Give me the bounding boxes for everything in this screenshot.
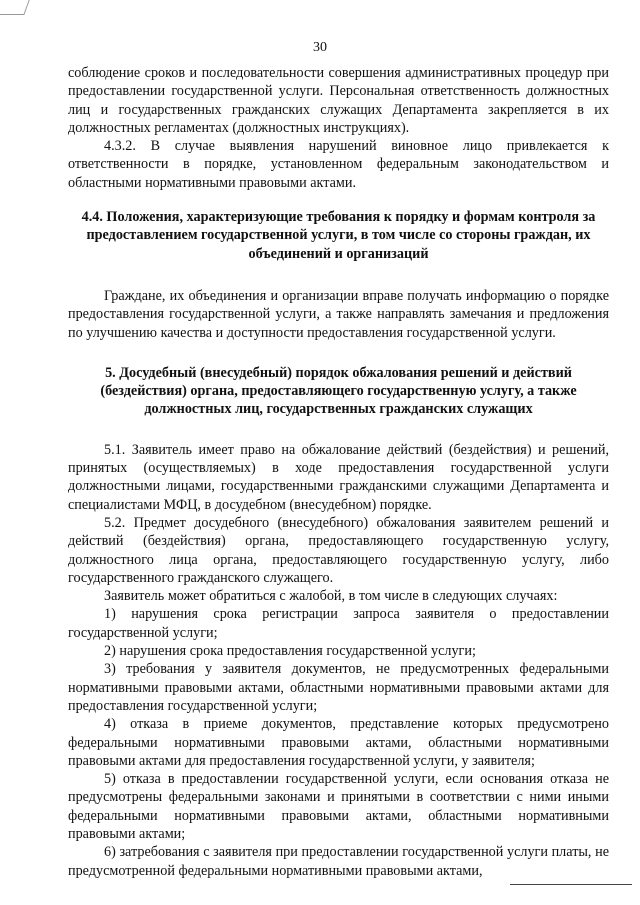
list-item: 6) затребования с заявителя при предоставлении государственной услуги платы, не предусмотренной федеральными нормативными правовыми актами, [68, 844, 609, 879]
paragraph-4-4-text: Граждане, их объединения и организации вправе получать информацию о порядке предоставления государственной услуги, а также направлять замечания и предложения по улучшению качества и доступности предоставления государственной услуги. [68, 287, 609, 341]
paragraph-complaint-intro: Заявитель может обратиться с жалобой, в том числе в следующих случаях: [104, 588, 558, 605]
list-item: 4) отказа в приеме документов, представление которых предусмотрено федеральными нормативными правовыми актами, областными нормативными правовыми актами для предоставления государственной услуги, у заявителя; [68, 716, 609, 769]
paragraph-4-3-2: 4.3.2. В случае выявления нарушений виновное лицо привлекается к ответственности в порядке, установленном федеральным законодательством и областными нормативными правовыми актами. [68, 138, 609, 191]
section-heading-4-4: 4.4. Положения, характеризующие требования к порядку и формам контроля за предоставлением государственной услуги, в том числе со стороны граждан, их объединений и организаций [81, 209, 596, 262]
list-item: 3) требования у заявителя документов, не предусмотренных федеральными нормативными правовыми актами, областными нормативными правовыми актами для предоставления государственной услуги; [68, 661, 609, 714]
paragraph-continuation: соблюдение сроков и последовательности совершения административных процедур при предоставлении государственной услуги. Персональная ответственность должностных лиц и государственных гражданских служащих Департамента закрепляется в их должностных регламентах (должностных инструкциях). [68, 65, 609, 136]
section-heading-5: 5. Досудебный (внесудебный) порядок обжалования решений и действий (бездействия) органа, предоставляющего государственную услугу, а также должностных лиц, государственных гражданских служащих [100, 364, 577, 418]
list-item: 1) нарушения срока регистрации запроса заявителя о предоставлении государственной услуги; [68, 606, 609, 641]
paragraph-5-2: 5.2. Предмет досудебного (внесудебного) обжалования заявителем решений и действий (бездействия) органа, предоставляющего государственную услугу, должностного лица органа, предоставляющего государственную услугу, либо государственного гражданского служащего. [68, 514, 609, 586]
paragraph-5-1: 5.1. Заявитель имеет право на обжалование действий (бездействия) и решений, принятых (осуществляемых) в ходе предоставления государственной услуги должностными лицами, государственными гражданскими служащими Департамента и специалистами МФЦ, в досудебном (внесудебном) порядке. [68, 441, 609, 513]
page-number: 30 [313, 40, 327, 55]
list-item: 2) нарушения срока предоставления государственной услуги; [104, 643, 476, 660]
document-body [68, 64, 609, 880]
footer-rule [510, 884, 632, 885]
scan-corner-mark [0, 0, 30, 15]
list-item: 5) отказа в предоставлении государственной услуги, если основания отказа не предусмотрены федеральными законами и принятыми в соответствии с ними иными федеральными нормативными правовыми актами, областными нормативными правовыми актами; [68, 771, 609, 842]
